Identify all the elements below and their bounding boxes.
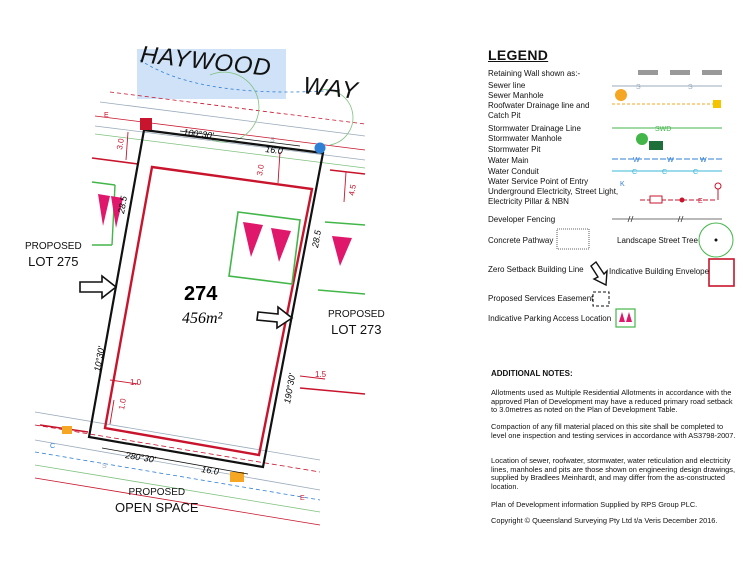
legend-water-main: Water Main [488,156,529,165]
svg-text:S: S [270,137,275,144]
svg-text:1.5: 1.5 [315,370,327,379]
svg-text:K: K [620,181,625,188]
svg-text:1.0: 1.0 [117,397,128,411]
svg-text:280°30': 280°30' [124,450,157,465]
svg-text:1.0: 1.0 [130,378,142,387]
svg-text:4.5: 4.5 [347,183,358,197]
legend-retaining-wall: Retaining Wall shown as:- [488,69,581,78]
svg-text:3.0: 3.0 [115,137,126,151]
svg-text:S: S [636,84,641,91]
open-space-label-line1: PROPOSED [128,487,186,498]
svg-text:E: E [104,112,109,119]
legend-stormwater-pit: Stormwater Pit [488,145,541,154]
legend-sewer-line: Sewer line [488,81,526,90]
svg-text:16.0: 16.0 [200,464,220,477]
svg-text:100°30': 100°30' [182,127,215,141]
legend-water-conduit: Water Conduit [488,167,539,176]
svg-text:C: C [662,169,668,176]
legend-catch-pit: Catch Pit [488,111,521,120]
lot-area: 456m² [182,310,223,327]
svg-text:10°30': 10°30' [92,345,107,373]
notes-title: ADDITIONAL NOTES: [491,369,573,378]
svg-text:C: C [632,169,638,176]
legend-building-envelope: Indicative Building Envelope [609,267,710,276]
right-lot-label-line1: PROPOSED [328,309,385,320]
svg-text:S: S [102,463,107,470]
legend-stormwater-line: Stormwater Drainage Line [488,124,581,133]
note-1: Allotments used as Multiple Residential Allotments in accordance with the approved Plan of Development may have a reduced primary road setback to 3.0metres as noted on the Plan of Development Table. [491,388,733,415]
svg-text:3.0: 3.0 [255,163,266,177]
street-name-part-2: WAY [301,72,360,105]
svg-text:C: C [693,169,699,176]
legend-roofwater: Roofwater Drainage line and [488,101,590,110]
svg-text:28.5: 28.5 [116,195,130,215]
note-5: Copyright © Queensland Surveying Pty Ltd t/a Veris December 2016. [491,516,718,525]
legend-sewer-manhole: Sewer Manhole [488,91,544,100]
legend-electricity-pillar: Electricity Pillar & NBN [488,197,569,206]
legend-developer-fencing: Developer Fencing [488,215,556,224]
legend-stormwater-manhole: Stormwater Manhole [488,134,562,143]
note-2: Compaction of any fill material placed on this site shall be completed to level one inspection and testing services in accordance with AS3798-2007. [491,422,736,440]
legend-title: LEGEND [488,47,549,63]
left-lot-label-line1: PROPOSED [25,241,82,252]
note-4: Plan of Development information Supplied by RPS Group PLC. [491,500,698,509]
lot-number: 274 [184,283,218,305]
left-lot-label-line2: LOT 275 [28,254,79,269]
legend-zero-setback: Zero Setback Building Line [488,265,584,274]
legend-services-easement: Proposed Services Easement [488,294,594,303]
legend-concrete-pathway: Concrete Pathway [488,236,554,245]
legend-water-service: Water Service Point of Entry [488,177,589,186]
svg-text:28.5: 28.5 [310,229,324,249]
svg-text:S: S [688,84,693,91]
svg-text:16.0: 16.0 [264,144,284,157]
svg-text:E: E [300,495,305,502]
legend-underground: Underground Electricity, Street Light, [488,187,619,196]
svg-text:W: W [700,157,707,164]
svg-text:E: E [698,198,703,205]
legend-parking-access: Indicative Parking Access Location [488,314,612,323]
svg-text:W: W [633,157,640,164]
open-space-label-line2: OPEN SPACE [115,500,199,515]
note-3: Location of sewer, roofwater, stormwater, water reticulation and electricity lines, manholes and pits are those shown on engineering design drawings, supplied by Bradlees Meinhardt, and may differ from the as-constructed location. [491,456,736,491]
svg-text:SWD: SWD [655,126,672,133]
right-lot-label-line2: LOT 273 [331,322,382,337]
svg-text:W: W [667,157,674,164]
svg-text:C: C [50,443,56,450]
svg-text:190°30': 190°30' [282,372,298,405]
legend-landscape-tree: Landscape Street Tree [617,236,698,245]
street-name-part-1: HAYWOOD [139,41,273,82]
